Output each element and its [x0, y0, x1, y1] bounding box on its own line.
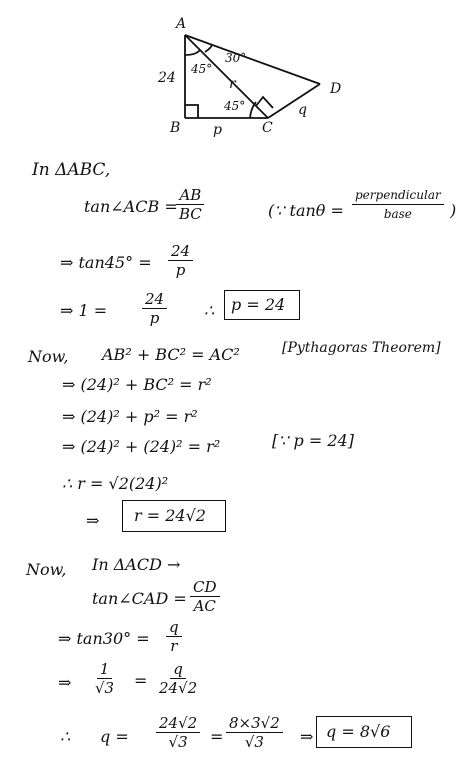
q-over-r-fraction [156, 660, 200, 697]
therefore-2: ∴ [60, 727, 71, 746]
tan30-num: q [166, 618, 182, 637]
tan30-lhs: ⇒ tan30° = [58, 629, 150, 648]
vertex-a-label: A [176, 16, 187, 32]
side-ad-line [185, 35, 320, 84]
therefore-1: ∴ [204, 301, 215, 320]
one-den: p [149, 309, 160, 327]
tan45-num: 24 [168, 242, 193, 261]
side-cd-line [268, 84, 320, 118]
tan-cad-fraction [190, 578, 220, 615]
one-lhs: ⇒ 1 = [60, 301, 108, 320]
tan45-den: p [175, 261, 186, 279]
equals-1: = [134, 671, 148, 690]
angle-a-arc [185, 50, 200, 55]
r-result: r = 24√2 [134, 506, 206, 525]
tan30-fraction [166, 618, 182, 655]
vertex-c-label: C [262, 120, 273, 136]
equals-2: = [210, 727, 224, 746]
tan-acb-num: AB [176, 186, 204, 205]
r-sqrt-step: ∴ r = √2(24)² [62, 474, 169, 493]
q-lhs: q = [100, 727, 129, 746]
pythagoras-step-3: ⇒ (24)² + p² = r² [62, 407, 198, 426]
right-angle-c-mark [256, 97, 273, 108]
tan-acb-lhs: tan∠ACB = [84, 197, 178, 216]
tan-acb-fraction [176, 186, 205, 223]
tan-cad-den: AC [193, 597, 216, 615]
tan45-lhs: ⇒ tan45° = [60, 253, 152, 272]
tan-cad-num: CD [190, 578, 220, 597]
q2-fraction [156, 714, 200, 751]
pythagoras-equation: AB² + BC² = AC² [102, 345, 240, 364]
tan45-fraction [168, 242, 193, 279]
vertex-b-label: B [170, 120, 181, 136]
one-num: 24 [142, 290, 167, 309]
q3-fraction [226, 714, 283, 751]
inverse-root3-fraction [92, 660, 117, 697]
p-result: p = 24 [231, 295, 286, 314]
hint-num: perpendicular [352, 186, 444, 205]
q2-den: √3 [168, 733, 188, 751]
vertex-d-label: D [330, 81, 342, 97]
arrow-1: ⇒ [58, 673, 72, 692]
hint-fraction [352, 186, 444, 223]
side-ac-label: r [229, 76, 236, 92]
angle-c-arc [250, 102, 256, 118]
tan-cad-lhs: tan∠CAD = [92, 589, 187, 608]
pythagoras-step-4: ⇒ (24)² + (24)² = r² [62, 437, 221, 456]
q3-num: 8×3√2 [226, 714, 283, 733]
tan-acb-den: BC [179, 205, 202, 223]
one-fraction [142, 290, 167, 327]
p-substitution-note: [∵ p = 24] [272, 431, 354, 450]
hint-suffix: ) [450, 201, 457, 220]
in-abc-heading: In ΔABC, [32, 160, 111, 180]
q2-num: 24√2 [156, 714, 200, 733]
q1-num: q [170, 660, 186, 679]
implies-final: ⇒ [300, 727, 314, 746]
inverse-num: 1 [97, 660, 113, 679]
angle-acb-label: 45° [224, 99, 246, 113]
hint-den: base [383, 207, 412, 221]
side-cd-label: q [298, 102, 307, 118]
tan30-den: r [170, 637, 178, 655]
pythagoras-note: [Pythagoras Theorem] [282, 340, 441, 356]
side-bc-label: p [213, 122, 222, 138]
inverse-den: √3 [95, 679, 115, 697]
now-1: Now, [28, 347, 69, 366]
angle-a2-arc [205, 45, 212, 52]
angle-bac-label: 45° [191, 62, 213, 76]
pythagoras-step-2: ⇒ (24)² + BC² = r² [62, 375, 212, 394]
right-angle-b-mark [185, 105, 198, 118]
in-acd-heading: In ΔACD → [92, 555, 181, 574]
angle-cad-label: 30° [225, 51, 247, 65]
triangle-diagram [0, 0, 474, 150]
r-box-prefix: ⇒ [86, 511, 100, 530]
q3-den: √3 [244, 733, 264, 751]
now-2: Now, [26, 560, 67, 579]
hint-prefix: (∵ tanθ = [268, 201, 344, 220]
q1-den: 24√2 [159, 679, 198, 697]
q-result: q = 8√6 [326, 722, 391, 741]
side-ab-label: 24 [158, 70, 176, 86]
